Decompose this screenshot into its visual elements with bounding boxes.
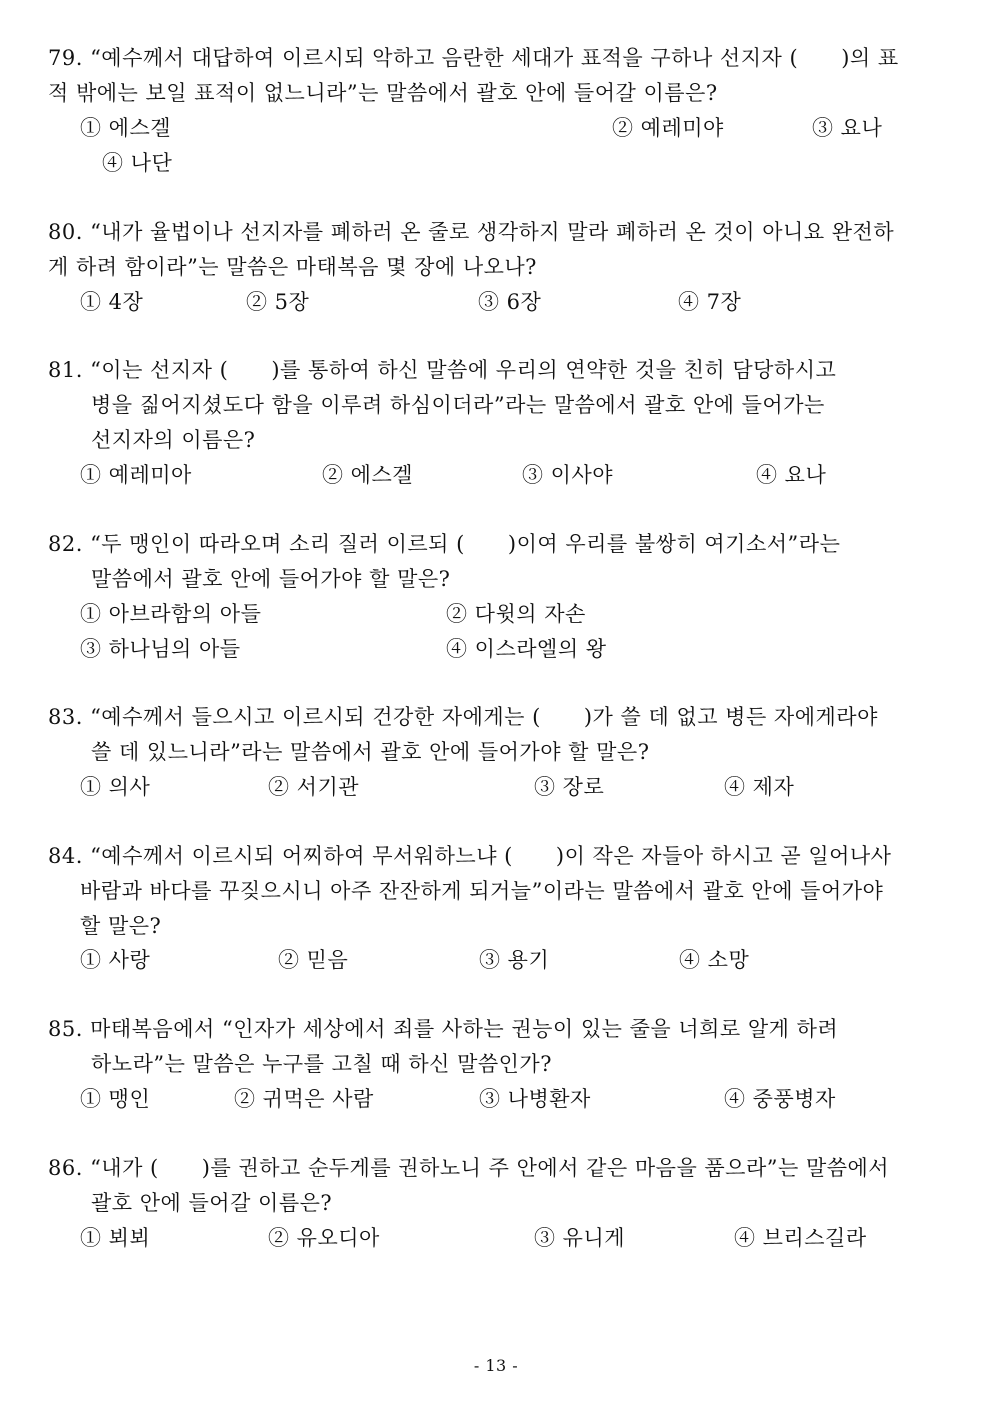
q82-line-2: 말씀에서 괄호 안에 들어가야 할 말은? — [91, 567, 451, 591]
q82-option-2: ② 다윗의 자손 — [446, 602, 586, 626]
q86-option-3: ③ 유니게 — [534, 1226, 626, 1250]
q80-line-2: 게 하려 함이라”는 말씀은 마태복음 몇 장에 나오나? — [48, 255, 537, 279]
q81-option-3: ③ 이사야 — [522, 463, 614, 487]
q85-option-1: ① 맹인 — [80, 1087, 151, 1111]
q85-option-3: ③ 나병환자 — [479, 1087, 591, 1111]
q84-line-2: 바람과 바다를 꾸짖으시니 아주 잔잔하게 되거늘”이라는 말씀에서 괄호 안에 들어가야 — [80, 879, 884, 903]
q84-option-1: ① 사랑 — [80, 948, 151, 972]
q83-option-3: ③ 장로 — [534, 775, 605, 799]
q79-option-1: ① 에스겔 — [80, 116, 172, 140]
q86-option-4: ④ 브리스길라 — [734, 1226, 867, 1250]
q84-line-1: 84. “예수께서 이르시되 어찌하여 무서워하느냐 ( )이 작은 자들아 하시고 곧 일어나사 — [48, 844, 892, 868]
q81-line-3: 선지자의 이름은? — [91, 428, 256, 452]
q80-line-1: 80. “내가 율법이나 선지자를 폐하러 온 줄로 생각하지 말라 폐하러 온 것이 아니요 완전하 — [48, 220, 895, 244]
q86-line-1: 86. “내가 ( )를 권하고 순두게를 권하노니 주 안에서 같은 마음을 품으라”는 말씀에서 — [48, 1156, 890, 1180]
q81-option-1: ① 예레미아 — [80, 463, 192, 487]
q82-line-1: 82. “두 맹인이 따라오며 소리 질러 이르되 ( )이여 우리를 불쌍히 여기소서”라는 — [48, 532, 841, 556]
q80-option-2: ② 5장 — [246, 290, 310, 314]
q81-option-4: ④ 요나 — [756, 463, 827, 487]
q83-line-2: 쓸 데 있느니라”라는 말씀에서 괄호 안에 들어가야 할 말은? — [91, 740, 650, 764]
q84-option-3: ③ 용기 — [479, 948, 550, 972]
q79-line-1: 79. “예수께서 대답하여 이르시되 악하고 음란한 세대가 표적을 구하나 선지자 ( )의 표 — [48, 46, 899, 70]
q84-option-4: ④ 소망 — [679, 948, 750, 972]
q79-option-3: ③ 요나 — [812, 116, 883, 140]
page-number: - 13 - — [473, 1356, 519, 1375]
q81-line-2: 병을 짊어지셨도다 함을 이루려 하심이더라”라는 말씀에서 괄호 안에 들어가는 — [91, 393, 825, 417]
q83-option-1: ① 의사 — [80, 775, 151, 799]
q81-option-2: ② 에스겔 — [322, 463, 414, 487]
q80-option-4: ④ 7장 — [678, 290, 742, 314]
q82-option-3: ③ 하나님의 아들 — [80, 637, 241, 661]
q86-option-2: ② 유오디아 — [268, 1226, 380, 1250]
q86-option-1: ① 뵈뵈 — [80, 1226, 151, 1250]
q80-option-1: ① 4장 — [80, 290, 144, 314]
q79-option-4: ④ 나단 — [102, 151, 173, 175]
q80-option-3: ③ 6장 — [478, 290, 542, 314]
q83-option-2: ② 서기관 — [268, 775, 360, 799]
q85-option-2: ② 귀먹은 사람 — [234, 1087, 374, 1111]
q84-line-3: 할 말은? — [80, 914, 162, 938]
q83-option-4: ④ 제자 — [724, 775, 795, 799]
q85-line-1: 85. 마태복음에서 “인자가 세상에서 죄를 사하는 권능이 있는 줄을 너희로 알게 하려 — [48, 1017, 839, 1041]
q86-line-2: 괄호 안에 들어갈 이름은? — [91, 1191, 333, 1215]
q79-line-2: 적 밖에는 보일 표적이 없느니라”는 말씀에서 괄호 안에 들어갈 이름은? — [48, 81, 718, 105]
q83-line-1: 83. “예수께서 들으시고 이르시되 건강한 자에게는 ( )가 쓸 데 없고 병든 자에게라야 — [48, 705, 878, 729]
q82-option-1: ① 아브라함의 아들 — [80, 602, 262, 626]
q82-option-4: ④ 이스라엘의 왕 — [446, 637, 607, 661]
q81-line-1: 81. “이는 선지자 ( )를 통하여 하신 말씀에 우리의 연약한 것을 친히 담당하시고 — [48, 358, 837, 382]
q85-option-4: ④ 중풍병자 — [724, 1087, 836, 1111]
q79-option-2: ② 예레미야 — [612, 116, 724, 140]
q85-line-2: 하노라”는 말씀은 누구를 고칠 때 하신 말씀인가? — [91, 1052, 552, 1076]
q84-option-2: ② 믿음 — [278, 948, 349, 972]
